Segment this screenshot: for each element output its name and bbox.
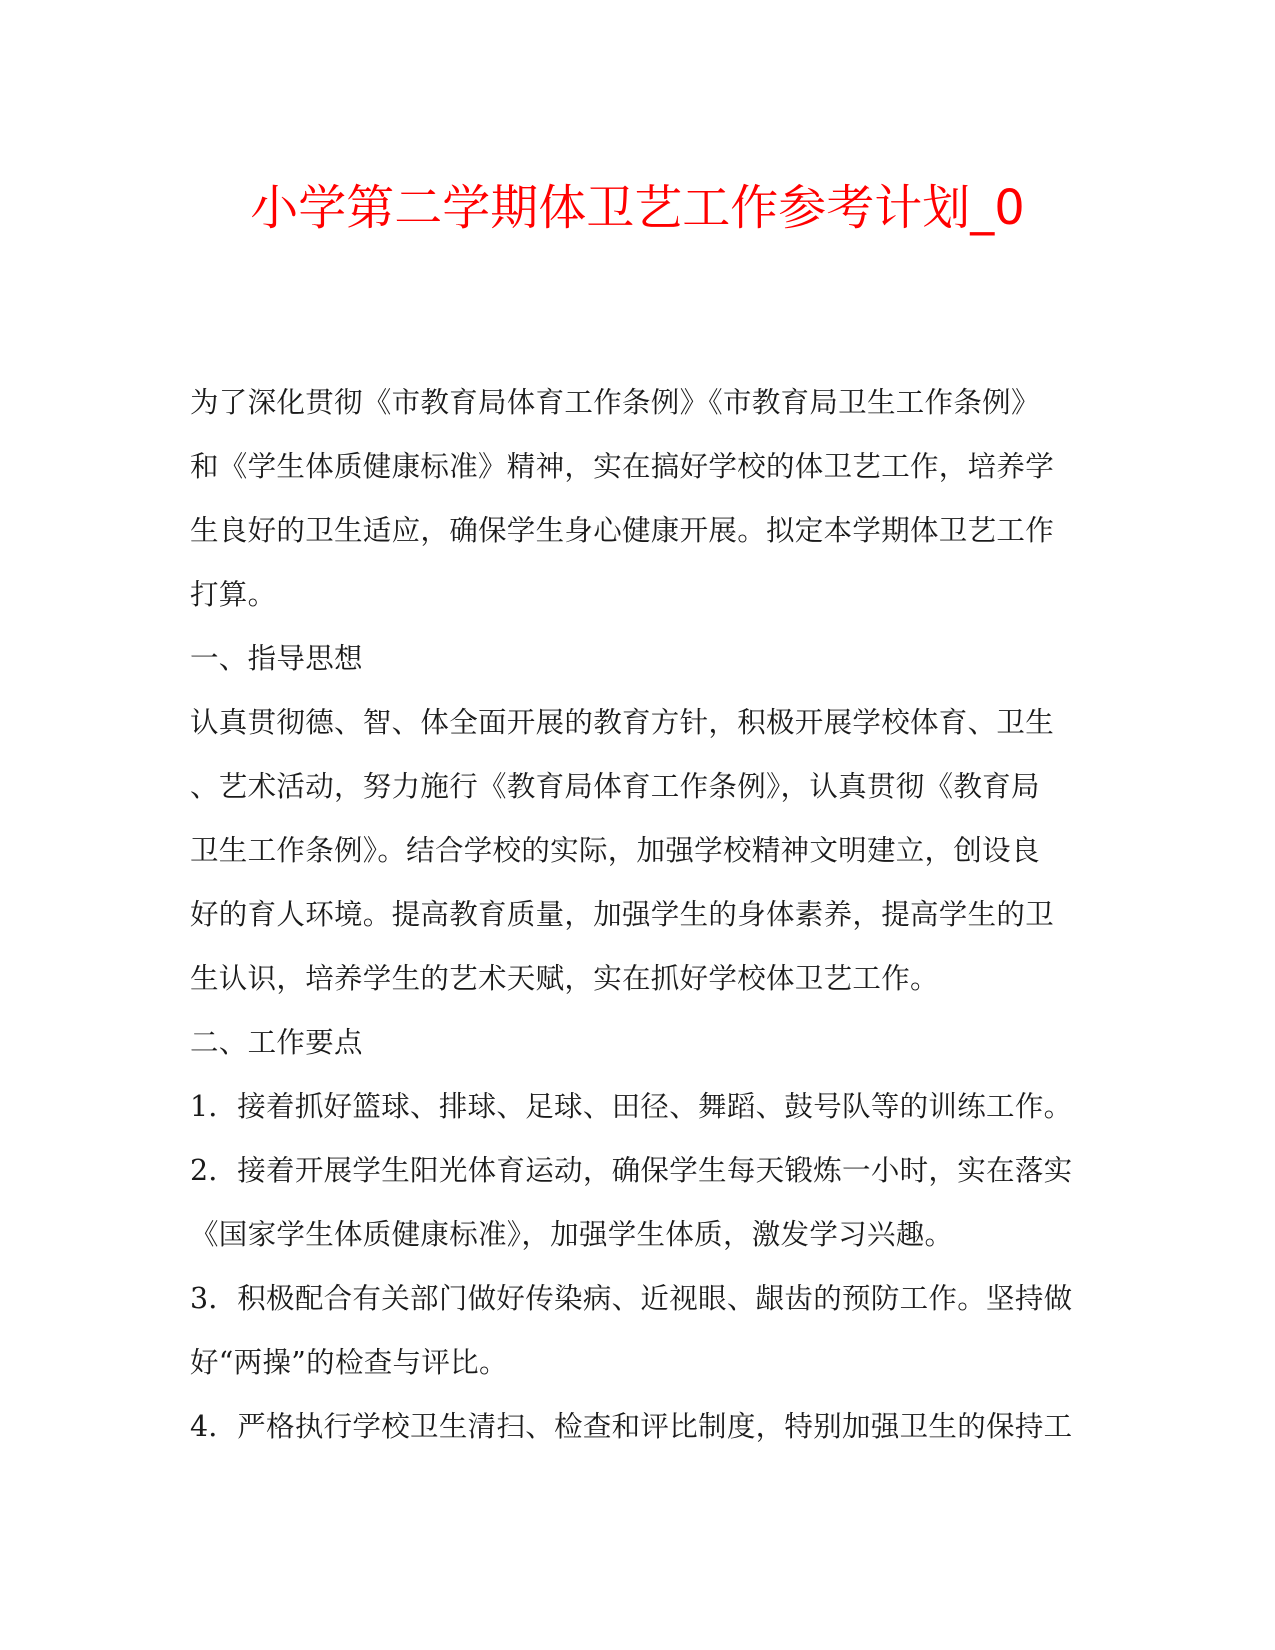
list-item: 2．接着开展学生阳光体育运动，确保学生每天锻炼一小时，实在落实 <box>190 1154 1073 1187</box>
body-line: 为了深化贯彻《市教育局体育工作条例》《市教育局卫生工作条例》 <box>190 386 1040 419</box>
body-line: 、艺术活动，努力施行《教育局体育工作条例》，认真贯彻《教育局 <box>190 770 1040 803</box>
body-line: 和《学生体质健康标准》精神，实在搞好学校的体卫艺工作，培养学 <box>190 450 1055 483</box>
body-line: 生良好的卫生适应，确保学生身心健康开展。拟定本学期体卫艺工作 <box>190 514 1055 547</box>
document-title: 小学第二学期体卫艺工作参考计划_0 <box>250 180 1025 236</box>
body-line: 打算。 <box>190 578 277 611</box>
body-line: 认真贯彻德、智、体全面开展的教育方针，积极开展学校体育、卫生 <box>190 706 1055 739</box>
section-heading: 二、工作要点 <box>190 1026 363 1059</box>
body-line: 生认识，培养学生的艺术天赋，实在抓好学校体卫艺工作。 <box>190 962 939 995</box>
body-line: 卫生工作条例》。结合学校的实际，加强学校精神文明建立，创设良 <box>190 834 1040 867</box>
list-item: 1．接着抓好篮球、排球、足球、田径、舞蹈、鼓号队等的训练工作。 <box>190 1090 1073 1123</box>
section-heading: 一、指导思想 <box>190 642 363 675</box>
list-item: 4．严格执行学校卫生清扫、检查和评比制度，特别加强卫生的保持工 <box>190 1410 1073 1443</box>
body-line: 好的育人环境。提高教育质量，加强学生的身体素养，提高学生的卫 <box>190 898 1055 931</box>
list-item: 3．积极配合有关部门做好传染病、近视眼、龈齿的预防工作。坚持做 <box>190 1282 1073 1315</box>
list-item-continuation: 好“两操”的检查与评比。 <box>190 1346 508 1379</box>
list-item-continuation: 《国家学生体质健康标准》，加强学生体质，激发学习兴趣。 <box>190 1218 954 1251</box>
document-body <box>190 386 1090 1474</box>
